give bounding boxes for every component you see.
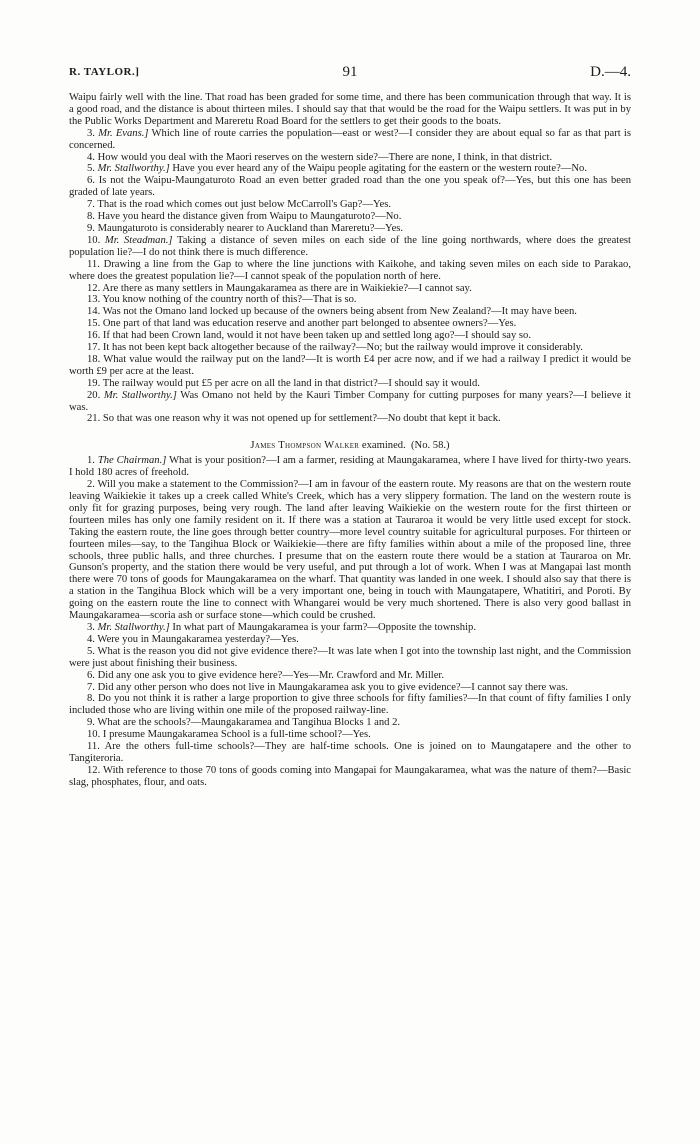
paragraph-text: Taking a distance of seven miles on each side of the line going northwards, where does the greatest population lie?—I do not think there is much difference. [69,234,631,258]
paragraph-text: I presume Maungakaramea School is a full-time school?—Yes. [102,729,371,741]
paragraph-text: Did any one ask you to give evidence here?—Yes—Mr. Crawford and Mr. Miller. [97,669,444,681]
question-number: 10. [87,234,101,246]
paragraph-text: What is your position?—I am a farmer, residing at Maungakaramea, where I have lived for thirty-two years. I hold 180 acres of freehold. [69,455,631,479]
paragraph [69,682,631,694]
question-number: 3. [87,127,95,139]
question-number: 10. [87,729,101,741]
paragraph [69,330,631,342]
paragraph [69,729,631,741]
paragraph [69,479,631,622]
paragraph [69,175,631,199]
paragraph [69,670,631,682]
question-number: 8. [87,693,95,705]
paragraph-text: Did any other person who does not live in Maungakaramea ask you to give evidence?—I cannot say there was. [97,681,569,693]
paragraph [69,163,631,175]
witness-examined: examined. [359,440,406,452]
paragraph-text: The railway would put £5 per acre on all the land in that district?—I should say it would. [102,377,480,389]
question-number: 5. [87,645,95,657]
paragraph [69,378,631,390]
paragraph-text: Is not the Waipu-Maungaturoto Road an even better graded road than the one you speak of?—Yes, but this one has been graded of late years. [69,175,631,199]
paragraph-text: Will you make a statement to the Commission?—I am in favour of the eastern route. My reasons are that on the western route leaving Waikiekie it takes up a creek called White's Creek, which has a very slippery formation. The land on the western route is only fit for grazing purposes, being very rough. The land after leaving Waikiekie on the western route for the first thirteen or fourteen miles has only one family resident on it. If there was a station at Tauraroa it would be very little used except for stock. Taking the eastern route, the line goes through better country—more level country suitable for agricultural purposes. For thirteen or fourteen miles—say, to the Tangihua Block or Waikiekie—there are fifty families within about a mile of the proposed line, three schools, three public halls, and three churches. I presume that on the eastern route there would be a station at Tauraroa on Mr. Gunson's property, and the station there would be very useful, and put through a lot of work. When I was at Mangapai last month there were 70 tons of goods for Maungakaramea on the wharf. That quantity was landed in one week. I should also say that there is a station in the Tangihua Block which will be a very important one, being in touch with Maungatapere, Whatitiri, and Poroti. By going on the eastern route the line to connect with Whangarei would be very much shortened. There is also very good ballast in Maungakaramea—scoria ash or surface stone—which could be crushed. [69,479,632,622]
testimony-continued [69,92,631,425]
body-text [69,92,631,789]
paragraph [69,199,631,211]
paragraph [69,693,631,717]
question-number: 13. [87,294,101,306]
question-number: 12. [87,282,101,294]
paragraph-text: If that had been Crown land, would it not have been taken up and settled long ago?—I should say so. [102,330,531,342]
paragraph-text: Were you in Maungakaramea yesterday?—Yes. [97,633,299,645]
paragraph [69,283,631,295]
paragraph-text: Do you not think it is rather a large proportion to give three schools for fifty families?—In that count of fifty families I only included those who are living within one mile of the proposed railway-line. [69,693,631,717]
question-number: 9. [87,222,95,234]
paragraph [69,765,631,789]
paragraph [69,92,631,128]
question-number: 11. [87,741,100,753]
question-number: 19. [87,377,101,389]
paragraph-text: It has not been kept back altogether because of the railway?—No; but the railway would improve it considerably. [102,342,583,354]
question-number: 7. [87,681,95,693]
paragraph-text: So that was one reason why it was not opened up for settlement?—No doubt that kept it back. [102,413,501,425]
paragraph-text: Maungaturoto is considerably nearer to Auckland than Mareretu?—Yes. [97,222,404,234]
document-reference: D.—4. [590,64,631,80]
paragraph [69,646,631,670]
paragraph-text: Have you heard the distance given from Waipu to Maungaturoto?—No. [97,211,402,223]
question-number: 7. [87,199,95,211]
paragraph [69,128,631,152]
question-number: 2. [87,479,95,491]
question-number: 16. [87,330,101,342]
question-number: 5. [87,163,95,175]
question-number: 20. [87,389,101,401]
question-number: 11. [87,258,100,270]
paragraph [69,235,631,259]
questioner: Mr. Stallworthy.] [103,389,177,401]
question-number: 12. [87,764,101,776]
page-number: 91 [342,64,358,80]
paragraph [69,306,631,318]
paragraph-text: In what part of Maungakaramea is your farm?—Opposite the township. [172,621,476,633]
question-number: 18. [87,353,101,365]
paragraph [69,413,631,425]
paragraph-text: One part of that land was education reserve and another part belonged to absentee owners?—Yes. [102,318,517,330]
paragraph [69,390,631,414]
paragraph [69,259,631,283]
paragraph-text: Was Omano not held by the Kauri Timber Company for cutting purposes for many years?—I believe it was. [69,389,631,413]
paragraph-text: What value would the railway put on the land?—It is worth £4 per acre now, and if we had a railway I predict it would be worth £9 per acre at the least. [69,353,632,377]
paragraph [69,211,631,223]
header-witness-name: R. TAYLOR.] [69,66,140,78]
question-number: 17. [87,342,101,354]
question-number: 15. [87,318,101,330]
running-header [69,64,631,84]
questioner: The Chairman.] [97,455,167,467]
witness-name: James Thompson Walker [250,440,360,452]
paragraph [69,294,631,306]
paragraph-text: Are there as many settlers in Maungakaramea as there are in Waikiekie?—I cannot say. [102,282,472,294]
paragraph-text: Was not the Omano land locked up because of the owners being absent from New Zealand?—It may have been. [102,306,577,318]
paragraph-text: Are the others full-time schools?—They are half-time schools. One is joined on to Maungatapere and the other to Tangiteroria. [69,741,631,764]
paragraph-text: Which line of route carries the population—east or west?—I consider they are about equal so far as that part is concerned. [69,127,632,151]
questioner: Mr. Stallworthy.] [97,621,170,633]
paragraph-text: That is the road which comes out just below McCarroll's Gap?—Yes. [97,199,392,211]
paragraph [69,622,631,634]
paragraph [69,342,631,354]
question-number: 1. [87,455,95,467]
paragraph [69,223,631,235]
testimony-walker [69,455,631,788]
question-number: 6. [87,669,95,681]
question-number: 6. [87,175,95,187]
question-number: 21. [87,413,101,425]
question-number: 8. [87,211,95,223]
paragraph [69,354,631,378]
witness-heading [69,440,631,452]
paragraph-text: How would you deal with the Maori reserves on the western side?—There are none, I think, in that district. [97,151,553,163]
question-number: 9. [87,717,95,729]
question-number: 14. [87,306,101,318]
question-number: 4. [87,151,95,163]
paragraph-text: Have you ever heard any of the Waipu people agitating for the eastern or the western route?—No. [172,163,587,175]
paragraph-text: Drawing a line from the Gap to where the line junctions with Kaikohe, and taking seven miles on each side to Parakao, where does the greatest population lie?—I cannot speak of the population north of here. [69,258,631,282]
question-number: 3. [87,621,95,633]
paragraph [69,634,631,646]
paragraph [69,717,631,729]
question-number: 4. [87,633,95,645]
questioner: Mr. Steadman.] [104,234,173,246]
paragraph-text: What is the reason you did not give evidence there?—It was late when I got into the township last night, and the Commission were just about finishing their business. [69,645,631,669]
witness-number: (No. 58.) [411,440,450,452]
paragraph [69,741,631,765]
paragraph [69,455,631,479]
paragraph-text: What are the schools?—Maungakaramea and Tangihua Blocks 1 and 2. [97,717,401,729]
paragraph-text: With reference to those 70 tons of goods coming into Mangapai for Maungakaramea, what was the nature of them?—Basic slag, phosphates, flour, and oats. [69,764,631,788]
paragraph [69,318,631,330]
paragraph-text: Waipu fairly well with the line. That road has been graded for some time, and there has been communication through that way. It is a good road, and the distance is about thirteen miles. I should say that that would be the road for the Waipu settlers. It was put in by the Public Works Department and Mareretu Road Board for the settlers to get their goods to the boats. [69,92,631,127]
paragraph [69,152,631,164]
questioner: Mr. Evans.] [98,127,149,139]
paragraph-text: You know nothing of the country north of this?—That is so. [102,294,357,306]
questioner: Mr. Stallworthy.] [97,163,170,175]
